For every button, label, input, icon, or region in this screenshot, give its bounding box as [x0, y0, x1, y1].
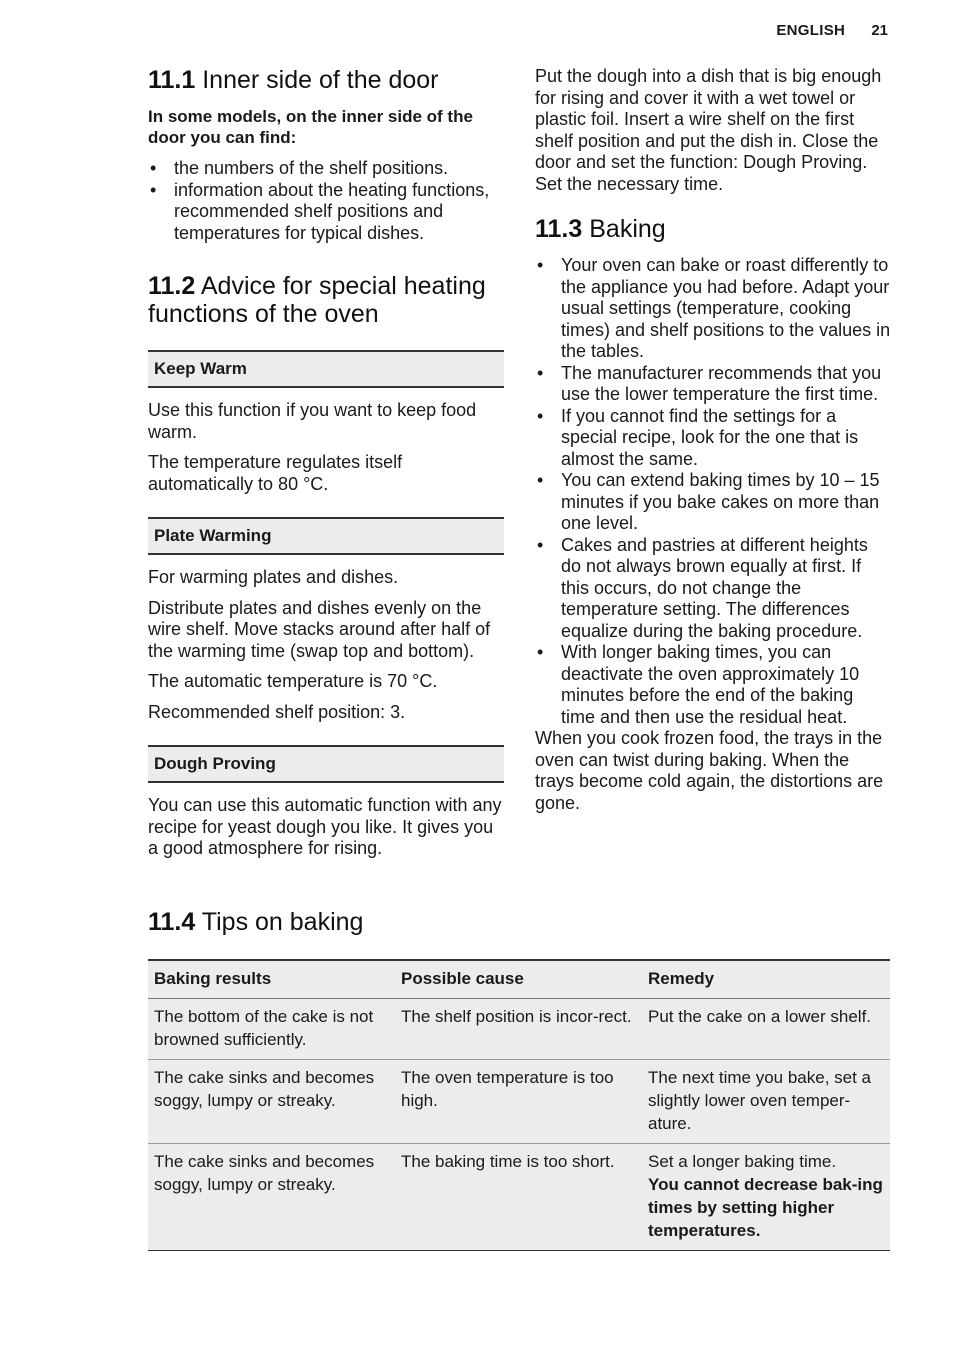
section-11-1-heading: [148, 66, 504, 94]
list-item: • Cakes and pastries at different heights do not always brown equally at first. If this occurs, do not change the temperature setting. The differences equalize during the baking procedure.: [535, 535, 891, 643]
section-number: 11.4: [148, 908, 196, 936]
dough-proving-text: Put the dough into a dish that is big enough for rising and cover it with a wet towel or plastic foil. Insert a wire shelf on the first shelf position and put the dish in. Close the door and set the function: Dough Proving. Set the necessary time.: [535, 66, 882, 194]
baking-closing-text: When you cook frozen food, the trays in the oven can twist during baking. When the trays become cold again, the distortions are gone.: [535, 728, 884, 813]
plate-warming-label: Plate Warming: [148, 517, 504, 555]
list-item: • With longer baking times, you can deactivate the oven approximately 10 minutes before the end of the baking time and then use the residual heat.: [535, 642, 891, 728]
section-11-3-heading: [535, 215, 891, 243]
section-title: Baking: [589, 215, 666, 243]
section-11-4-heading: [148, 908, 363, 936]
table-cell: The next time you bake, set a slightly lower oven temper-ature.: [642, 1060, 890, 1144]
table-cell: The shelf position is incor-rect.: [395, 999, 642, 1060]
table-cell: The baking time is too short.: [395, 1144, 642, 1251]
table-cell: The oven temperature is too high.: [395, 1060, 642, 1144]
keep-warm-text: Use this function if you want to keep food warm.: [148, 400, 477, 442]
language-label: ENGLISH: [776, 22, 846, 39]
table-header-row: [148, 960, 890, 999]
section-number: 11.3: [535, 215, 583, 243]
column-header: Remedy: [642, 960, 890, 999]
list-item: • The manufacturer recommends that you use the lower temperature the first time.: [535, 363, 891, 406]
table-row: [148, 1144, 890, 1251]
plate-warming-text: Recommended shelf position: 3.: [148, 701, 406, 722]
table-cell: [642, 1144, 890, 1251]
page-header: [776, 22, 888, 39]
inner-door-list: [148, 158, 504, 244]
baking-list: [535, 255, 891, 728]
list-item: • You can extend baking times by 10 – 15 minutes if you bake cakes on more than one level.: [535, 470, 891, 535]
list-item: • Your oven can bake or roast differently to the appliance you had before. Adapt your usual settings (temperature, cooking times) and shelf positions to the values in the tables.: [535, 255, 891, 363]
section-number: 11.2: [148, 272, 196, 300]
table-row: [148, 1060, 890, 1144]
right-column: [535, 66, 891, 823]
section-11-2-heading: [148, 272, 504, 328]
remedy-text: Set a longer baking time.: [648, 1152, 837, 1171]
section-number: 11.1: [148, 66, 196, 94]
list-item: • information about the heating functions, recommended shelf positions and temperatures for typical dishes.: [148, 180, 504, 245]
keep-warm-label: Keep Warm: [148, 350, 504, 388]
plate-warming-text: Distribute plates and dishes evenly on the wire shelf. Move stacks around after half of the warming time (swap top and bottom).: [148, 597, 491, 661]
page-number: 21: [871, 22, 888, 39]
section-title: Inner side of the door: [202, 66, 439, 94]
baking-tips-table: [148, 959, 890, 1251]
section-title: Advice for special heating functions of the oven: [148, 272, 486, 328]
table-row: [148, 999, 890, 1060]
section-title: Tips on baking: [201, 908, 364, 936]
list-item: • If you cannot find the settings for a special recipe, look for the one that is almost the same.: [535, 406, 891, 471]
plate-warming-text: For warming plates and dishes.: [148, 567, 399, 587]
table-cell: The cake sinks and becomes soggy, lumpy or streaky.: [148, 1060, 395, 1144]
table-cell: The cake sinks and becomes soggy, lumpy or streaky.: [148, 1144, 395, 1251]
column-header: Possible cause: [395, 960, 642, 999]
table-cell: The bottom of the cake is not browned sufficiently.: [148, 999, 395, 1060]
dough-proving-text: You can use this automatic function with any recipe for yeast dough you like. It gives you a good atmosphere for rising.: [148, 795, 502, 858]
column-header: Baking results: [148, 960, 395, 999]
dough-proving-label: Dough Proving: [148, 745, 504, 783]
section-11-1-lead: In some models, on the inner side of the door you can find:: [148, 107, 473, 147]
remedy-warning: You cannot decrease bak-ing times by setting higher temperatures.: [648, 1175, 883, 1240]
keep-warm-text: The temperature regulates itself automatically to 80 °C.: [148, 452, 403, 494]
left-column: [148, 66, 504, 869]
list-item: • the numbers of the shelf positions.: [148, 158, 504, 180]
table-cell: Put the cake on a lower shelf.: [642, 999, 890, 1060]
plate-warming-text: The automatic temperature is 70 °C.: [148, 671, 438, 691]
